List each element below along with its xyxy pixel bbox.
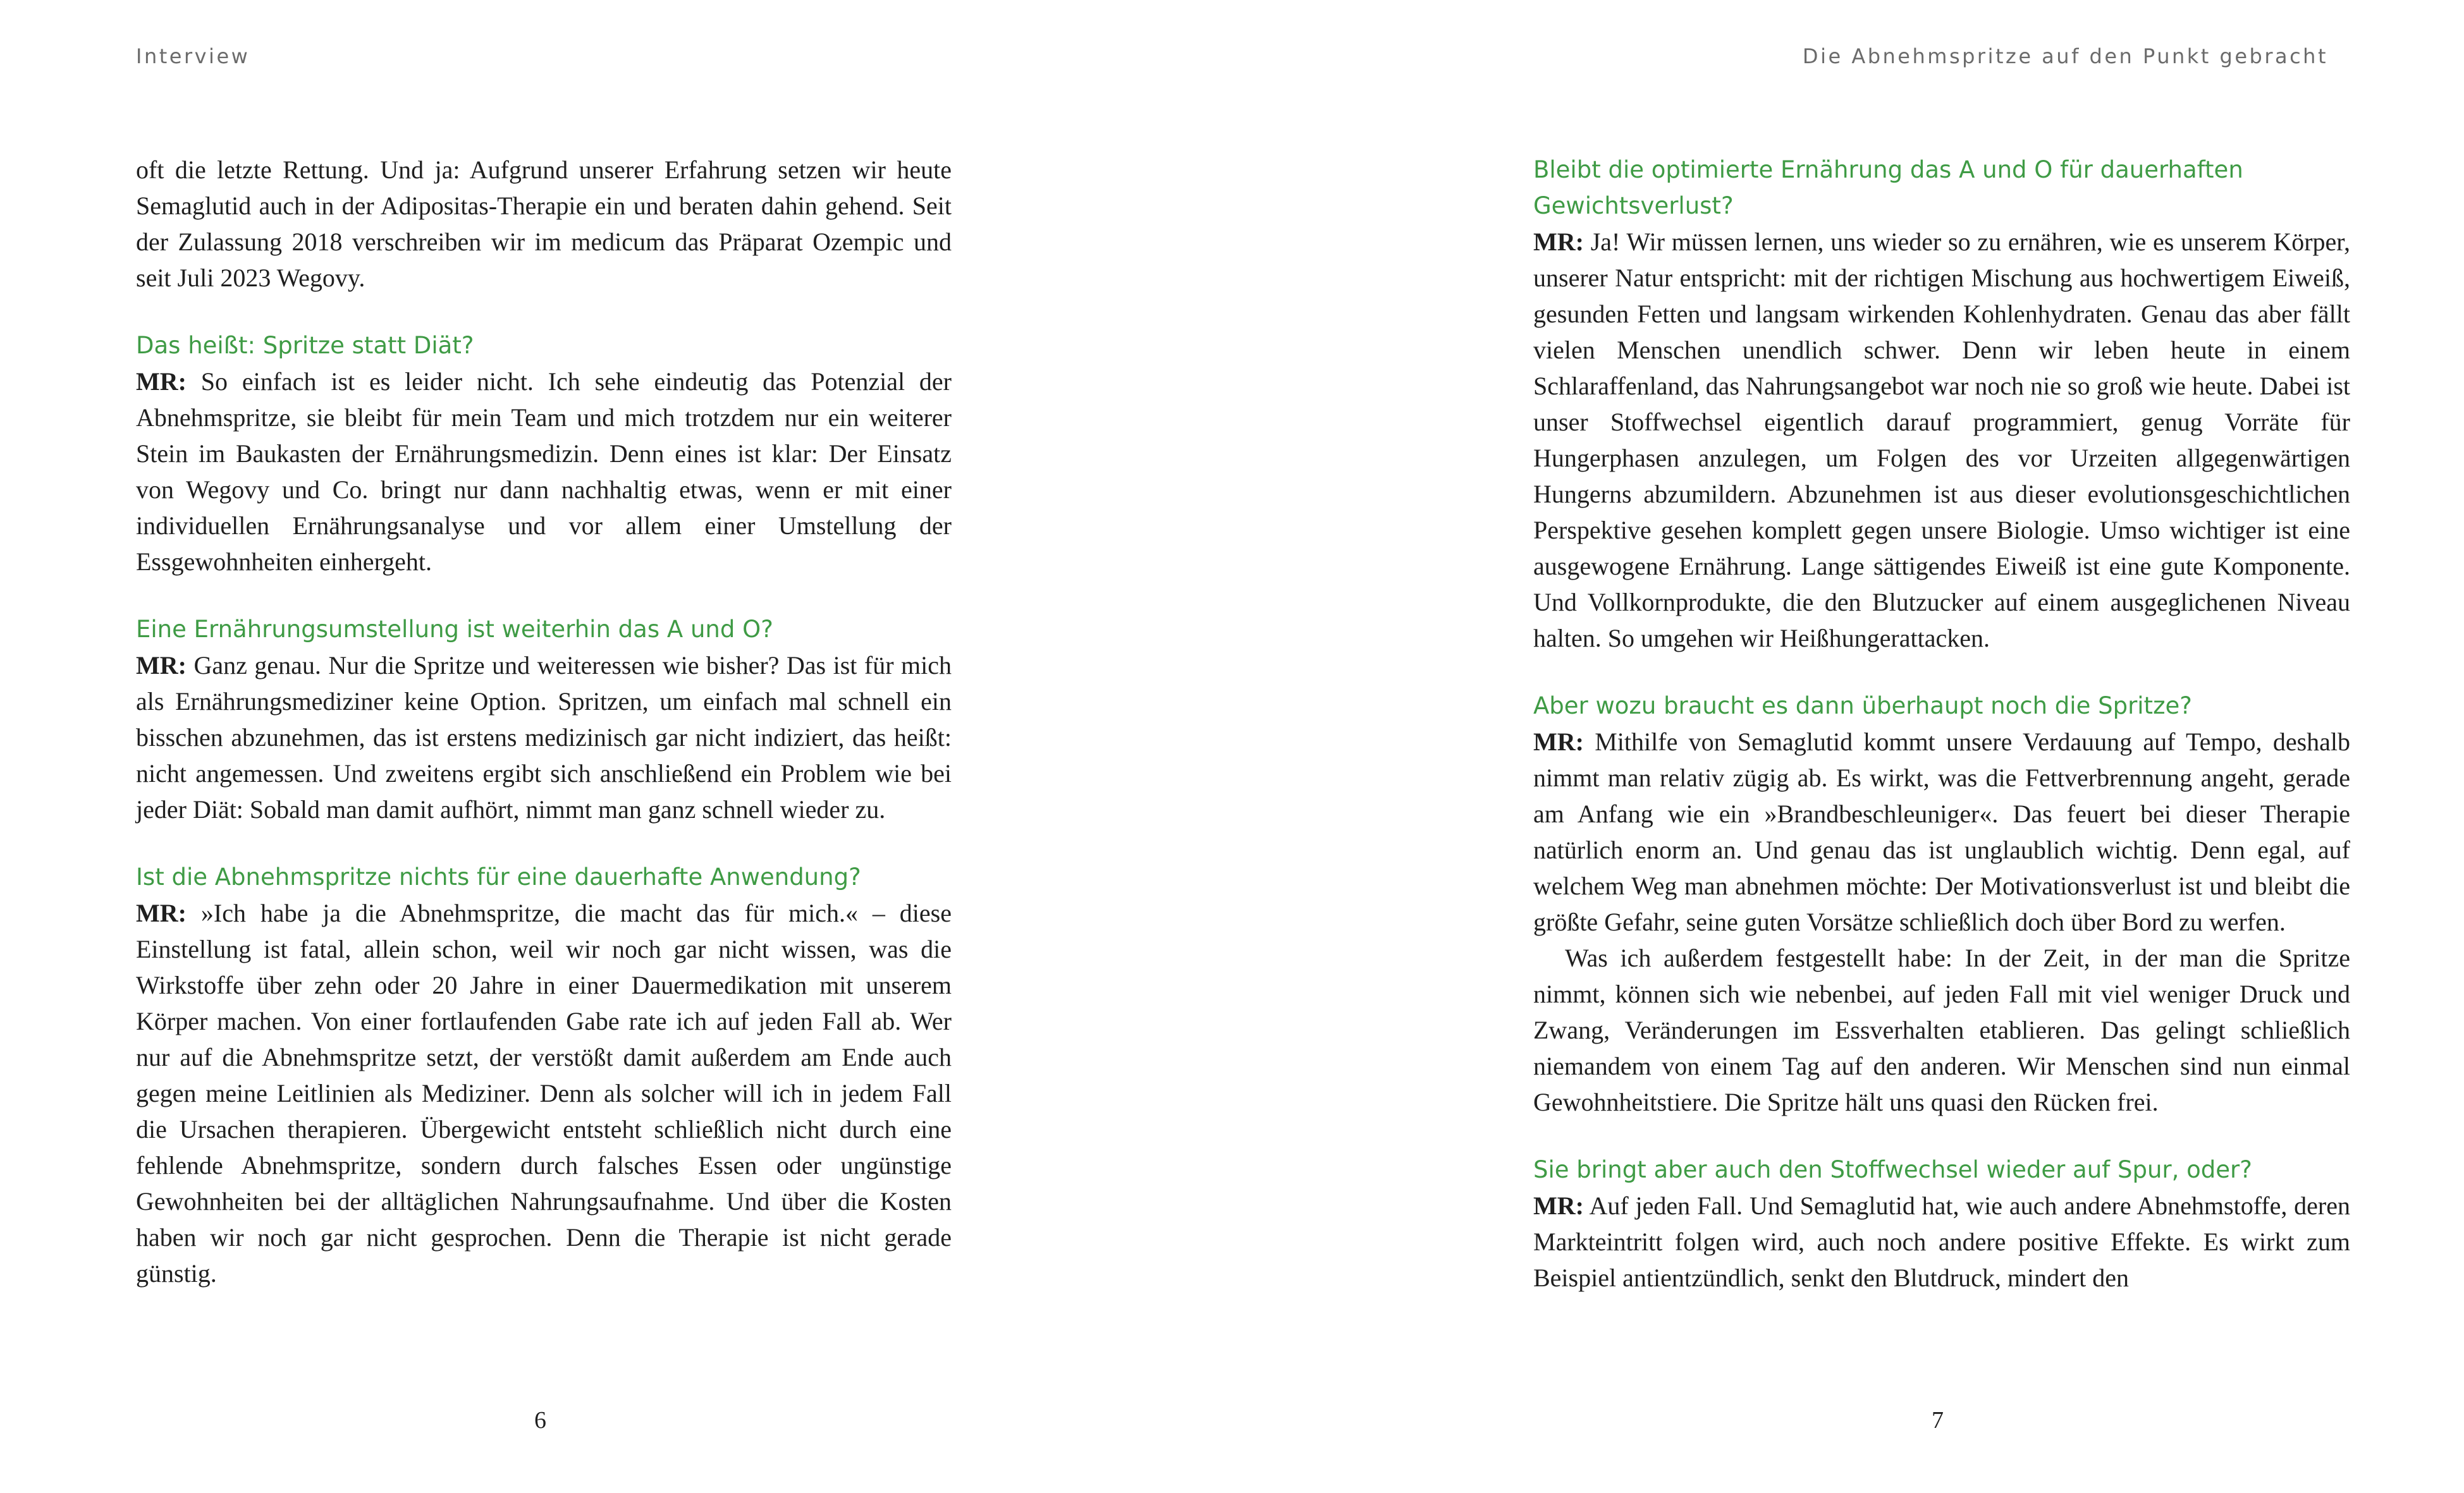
answer-paragraph [136, 895, 952, 1291]
left-page-column [136, 152, 952, 1291]
answer-paragraph [1533, 224, 2350, 656]
answer-paragraph [1533, 724, 2350, 940]
page-number-right: 7 [1932, 1407, 1944, 1434]
answer-text: Ganz genau. Nur die Spritze und weiteressen wie bisher? Das ist für mich als Ernährungsmediziner keine Option. Spritzen, um einfach mal schnell ein bisschen abzunehmen, das ist erstens medizinisch gar nicht indiziert, das heißt: nicht angemessen. Und zweitens ergibt sich anschließend ein Problem wie bei jeder Diät: Sobald man damit aufhört, nimmt man ganz schnell wieder zu. [136, 651, 952, 824]
running-head-right: Die Abnehmspritze auf den Punkt gebracht [1802, 44, 2328, 68]
question-heading: Ist die Abnehmspritze nichts für eine dauerhafte Anwendung? [136, 863, 861, 891]
answer-text: »Ich habe ja die Abnehmspritze, die macht das für mich.« – diese Einstellung ist fatal, allein schon, weil wir noch gar nicht wissen, was die Wirkstoffe über zehn oder 20 Jahre in einer Dauermedikation mit unserem Körper machen. Von einer fortlaufenden Gabe rate ich auf jeden Fall ab. Wer nur auf die Abnehmspritze setzt, der verstößt damit außerdem am Ende auch gegen meine Leitlinien als Mediziner. Denn als solcher will ich in jedem Fall die Ursachen therapieren. Übergewicht entsteht schließlich nicht durch eine fehlende Abnehmspritze, sondern durch falsches Essen oder ungünstige Gewohnheiten bei der alltäglichen Nahrungsaufnahme. Und über die Kosten haben wir noch gar nicht gesprochen. Denn die Therapie ist nicht gerade günstig. [136, 899, 952, 1288]
answer-text: Mithilfe von Semaglutid kommt unsere Verdauung auf Tempo, deshalb nimmt man relativ zügig ab. Es wirkt, was die Fettverbrennung angeht, gerade am Anfang wie ein »Brandbeschleuniger«. Das feuert bei dieser Therapie natürlich enorm an. Und genau das ist unglaublich wichtig. Denn egal, auf welchem Weg man abnehmen möchte: Der Motivationsverlust ist und bleibt die größte Gefahr, seine guten Vorsätze schließlich doch über Bord zu werfen. [1533, 728, 2350, 936]
question-heading: Aber wozu braucht es dann überhaupt noch die Spritze? [1533, 692, 2192, 719]
question-heading: Bleibt die optimierte Ernährung das A und O für dauerhaften Gewichtsverlust? [1533, 156, 2243, 219]
page-number-left: 6 [534, 1407, 546, 1434]
running-head-left: Interview [136, 44, 250, 68]
answer-text: Ja! Wir müssen lernen, uns wieder so zu ernähren, wie es unserem Körper, unserer Natur entspricht: mit der richtigen Mischung aus hochwertigem Eiweiß, gesunden Fetten und langsam wirkenden Kohlenhydraten. Genau das aber fällt vielen Menschen unendlich schwer. Denn wir leben heute in einem Schlaraffenland, das Nahrungsangebot war noch nie so groß wie heute. Dabei ist unser Stoffwechsel eigentlich darauf programmiert, genug Vorräte für Hungerphasen anzulegen, um Folgen des vor Urzeiten allgegenwärtigen Hungerns abzumildern. Abzunehmen ist aus dieser evolutionsgeschichtlichen Perspektive gesehen komplett gegen unsere Biologie. Umso wichtiger ist eine ausgewogene Ernährung. Lange sättigendes Eiweiß ist eine gute Komponente. Und Vollkornprodukte, die den Blutzucker auf einem ausgeglichenen Niveau halten. So umgehen wir Heißhungerattacken. [1533, 228, 2350, 652]
answer-paragraph [136, 363, 952, 580]
question-heading: Das heißt: Spritze statt Diät? [136, 332, 474, 359]
speaker-label: MR: [136, 367, 187, 396]
answer-text: So einfach ist es leider nicht. Ich sehe eindeutig das Potenzial der Abnehmspritze, sie bleibt für mein Team und mich trotzdem nur ein weiterer Stein im Baukasten der Ernährungsmedizin. Denn eines ist klar: Der Einsatz von Wegovy und Co. bringt nur dann nachhaltig etwas, wenn er mit einer individuellen Ernährungsanalyse und vor allem einer Umstellung der Essgewohnheiten einhergeht. [136, 367, 952, 576]
speaker-label: MR: [1533, 728, 1584, 756]
speaker-label: MR: [136, 651, 187, 679]
speaker-label: MR: [136, 899, 187, 927]
question-heading: Sie bringt aber auch den Stoffwechsel wieder auf Spur, oder? [1533, 1156, 2252, 1183]
right-page-column [1533, 152, 2350, 1296]
answer-paragraph-continued: Was ich außerdem festgestellt habe: In der Zeit, in der man die Spritze nimmt, können sich wie nebenbei, auf jeden Fall mit viel weniger Druck und Zwang, Veränderungen im Essverhalten etablieren. Das gelingt schließlich niemandem von einem Tag auf den anderen. Wir Menschen sind nun einmal Gewohnheitstiere. Die Spritze hält uns quasi den Rücken frei. [1533, 944, 2350, 1116]
intro-paragraph: oft die letzte Rettung. Und ja: Aufgrund unserer Erfahrung setzen wir heute Semaglutid auch in der Adipositas-Therapie ein und beraten dahin gehend. Seit der Zulassung 2018 verschreiben wir im medicum das Präparat Ozempic und seit Juli 2023 Wegovy. [136, 155, 952, 292]
answer-text: Auf jeden Fall. Und Semaglutid hat, wie auch andere Abnehmstoffe, deren Markteintritt folgen wird, auch noch andere positive Effekte. Es wirkt zum Beispiel antientzündlich, senkt den Blutdruck, mindert den [1533, 1191, 2350, 1292]
speaker-label: MR: [1533, 228, 1584, 256]
speaker-label: MR: [1533, 1191, 1584, 1220]
answer-paragraph [1533, 1188, 2350, 1296]
answer-paragraph [136, 647, 952, 827]
question-heading: Eine Ernährungsumstellung ist weiterhin das A und O? [136, 616, 773, 643]
